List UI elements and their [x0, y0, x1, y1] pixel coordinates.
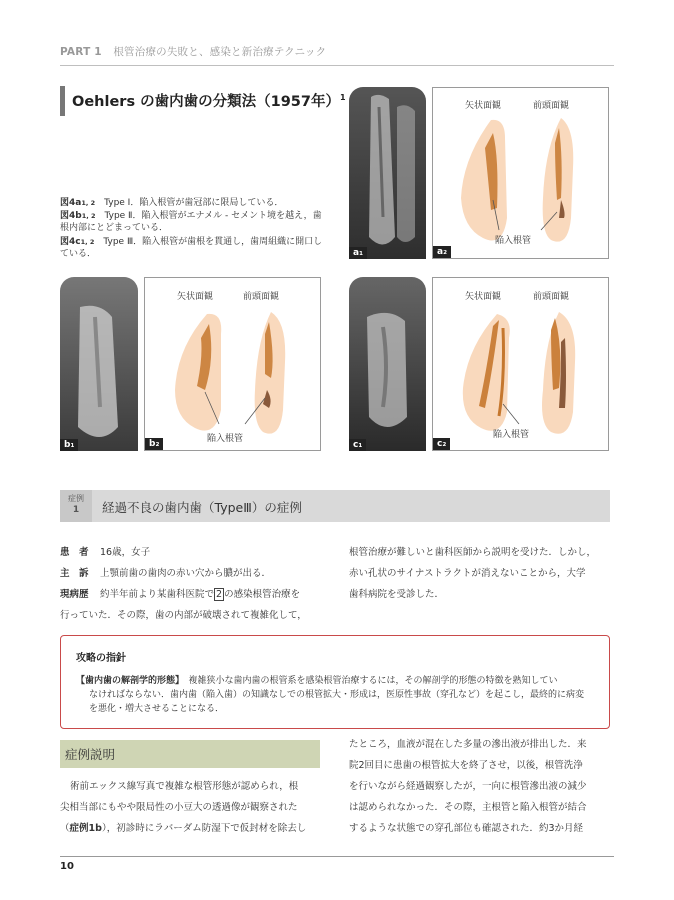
complaint-value: 上顎前歯の歯肉の赤い穴から膿が出る． — [100, 568, 272, 579]
footer-rule — [60, 856, 614, 857]
invagination-label: 陥入根管 — [207, 434, 244, 444]
strategy-line: 複雑狭小な歯内歯の根管系を感染根管治療するには，その解剖学的形態の特徴を熟知してい — [188, 676, 558, 686]
figure-label-b2: b₂ — [145, 438, 163, 450]
caption-4b — [60, 210, 330, 234]
tooth-illustration-c — [433, 278, 610, 452]
case-number-box — [60, 490, 92, 522]
strategy-line: を悪化・増大させることになる． — [89, 704, 225, 714]
patient-text-line: 根管治療が難しいと歯科医師から説明を受けた．しかし， — [349, 547, 597, 558]
section-title-text: Oehlers の歯内歯の分類法（1957年） — [72, 94, 340, 110]
history-text: の感染根管治療を — [224, 589, 301, 600]
description-line: するような状態での穿孔部位も確認された．約3か月経 — [349, 823, 584, 834]
xray-c1-image — [349, 277, 426, 451]
header-rule — [60, 65, 614, 66]
xray-a1 — [349, 87, 426, 259]
history-text: 約半年前より某歯科医院で — [100, 589, 215, 600]
section-ref: 1 — [339, 93, 346, 103]
description-line: は認められなかった．その際，主根管と陥入根管が結合 — [349, 802, 587, 813]
strategy-line: なければならない．歯内歯（陥入歯）の知識なしでの根管拡大・形成は，医原性事故（穿孔など）を起こし，最終的に病変 — [89, 690, 585, 700]
strategy-box — [60, 635, 610, 729]
age-term: 患 者 — [60, 547, 89, 558]
figure-label-c2: c₂ — [433, 438, 450, 450]
diagram-b2 — [144, 277, 321, 451]
description-line: 院2回目に患歯の根管拡大を終了させ，以後，根管洗浄 — [349, 760, 583, 771]
xray-a1-image — [349, 87, 426, 259]
case-label-top: 症例 — [68, 494, 84, 503]
description-line: を行いながら経過観察したが，一向に根管滲出液の減少 — [349, 781, 587, 792]
frontal-label: 前頭面観 — [533, 292, 570, 302]
caption-sub: 1, 2 — [81, 199, 96, 207]
patient-info-left — [60, 542, 328, 626]
tooth-number: 2 — [216, 589, 223, 600]
sagittal-label: 矢状面観 — [177, 292, 214, 302]
description-paren: （ — [60, 823, 70, 834]
section-bar — [60, 86, 65, 116]
description-line: 術前エックス線写真で複雑な根管形態が認められ，根 — [70, 781, 299, 792]
page-number: 10 — [60, 861, 74, 872]
case-label — [60, 493, 92, 516]
strategy-body — [76, 674, 594, 716]
sagittal-label: 矢状面観 — [465, 101, 502, 111]
xray-c1 — [349, 277, 426, 451]
tooth-illustration-b — [145, 278, 322, 452]
patient-text-line: 歯科病院を受診した． — [349, 589, 445, 600]
xray-b1 — [60, 277, 138, 451]
figure-label-c1: c₁ — [349, 439, 366, 451]
history-term: 現病歴 — [60, 589, 89, 600]
description-line — [60, 818, 328, 839]
description-text: ），初診時にラバーダム防湿下で仮封材を除去し — [101, 823, 307, 834]
description-left — [60, 776, 328, 839]
caption-sub: 1, 2 — [81, 212, 96, 220]
caption-4a — [60, 197, 330, 209]
caption-text: Type Ⅰ．陥入根管が歯冠部に限局している． — [104, 198, 284, 208]
frontal-label: 前頭面観 — [533, 101, 570, 111]
figure-label-a2: a₂ — [433, 246, 451, 258]
patient-info-right — [349, 542, 613, 605]
description-line: たところ，血液が混在した多量の滲出液が排出した．来 — [349, 739, 587, 750]
diagram-a2 — [432, 87, 609, 259]
age-value: 16歳，女子 — [100, 547, 151, 558]
caption-text: Type Ⅲ．陥入根管が歯根を貫通し，歯周組織に開口している． — [60, 237, 323, 259]
invagination-label: 陥入根管 — [493, 430, 530, 440]
caption-4c — [60, 236, 330, 260]
case-label-num: 1 — [72, 505, 80, 515]
part-label: PART 1 — [60, 46, 102, 58]
figure-label-b1: b₁ — [60, 439, 78, 451]
case-title: 経過不良の歯内歯（TypeⅢ）の症例 — [102, 500, 302, 515]
invagination-label: 陥入根管 — [495, 236, 532, 246]
sagittal-label: 矢状面観 — [465, 292, 502, 302]
description-title: 症例説明 — [65, 747, 116, 762]
diagram-c2 — [432, 277, 609, 451]
caption-text: Type Ⅱ．陥入根管がエナメル - セメント境を越え，歯根内部にとどまっている． — [60, 211, 322, 233]
patient-text-line: 赤い孔状のサイナストラクトが消えないことから，大学 — [349, 568, 586, 579]
complaint-term: 主 訴 — [60, 568, 89, 579]
part-title: 根管治療の失敗と、感染と新治療テクニック — [113, 46, 327, 58]
caption-sub: 1, 2 — [80, 238, 95, 246]
section-title — [72, 90, 346, 111]
caption-label: 図4a — [60, 198, 82, 208]
strategy-title: 攻略の指針 — [76, 653, 126, 664]
description-line: 尖相当部にもやや限局性の小豆大の透過像が観察された — [60, 802, 298, 813]
description-right — [349, 734, 613, 839]
xray-b1-image — [60, 277, 138, 451]
figure-label-a1: a₁ — [349, 247, 367, 259]
frontal-label: 前頭面観 — [243, 292, 280, 302]
caption-label: 図4b — [60, 211, 82, 221]
caption-label: 図4c — [60, 237, 81, 247]
history-text-cont: 行っていた．その際，歯の内部が破壊されて複雑化して， — [60, 610, 307, 621]
case-ref: 症例1b — [69, 823, 102, 834]
running-header — [60, 44, 614, 59]
strategy-head: 【歯内歯の解剖学的形態】 — [76, 676, 180, 686]
